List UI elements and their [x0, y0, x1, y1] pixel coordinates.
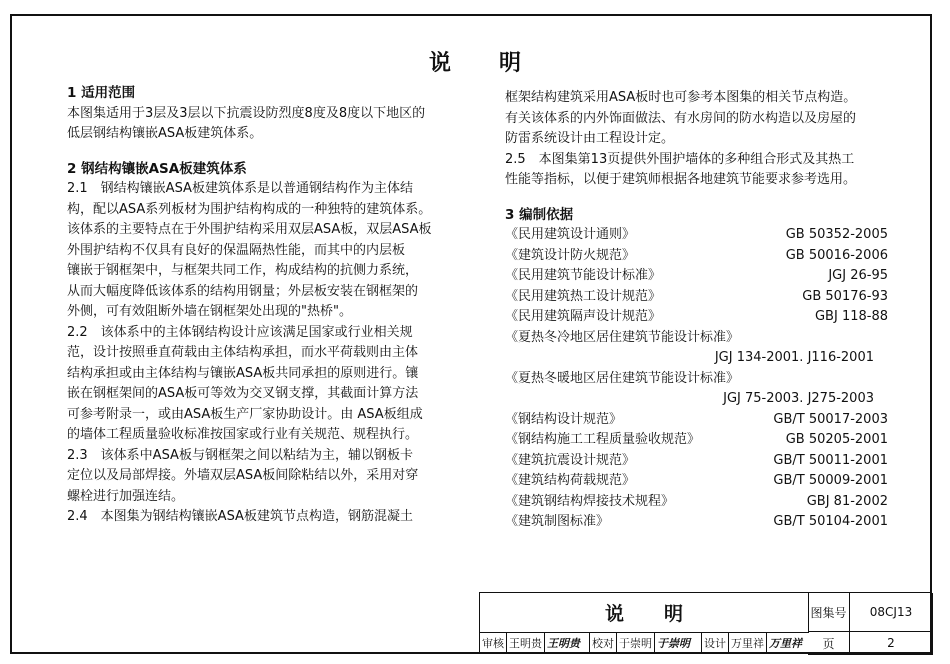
section-1-line: 本图集适用于3层及3层以下抗震设防烈度8度及8度以下地区的 — [67, 105, 426, 121]
section-2-line: 范，设计按照垂直荷载由主体结构承担，而水平荷载则由主体 — [67, 345, 419, 360]
section-2-line: 外侧，可有效阻断外墙在钢框架处出现的"热桥"。 — [67, 304, 352, 319]
standard-name: 《夏热冬冷地区居住建筑节能设计标准》 — [505, 329, 740, 345]
standard-name: 《夏热冬暖地区居住建筑节能设计标准》 — [505, 370, 740, 386]
section-2-line: 构，配以ASA系列板材为围护结构构成的一种独特的建筑体系。 — [67, 201, 432, 217]
section-2-line: 2.4 本图集为钢结构镶嵌ASA板建筑节点构造，钢筋混凝土 — [67, 509, 413, 524]
standard-name: 《民用建筑隔声设计规范》 — [505, 309, 662, 324]
left-column — [67, 83, 453, 528]
review-signature: 王明贵 — [545, 632, 590, 653]
section-2-heading: 2 钢结构镶嵌ASA板建筑体系 — [67, 160, 247, 177]
standard-item — [505, 266, 890, 287]
titleblock-name — [480, 593, 809, 633]
standard-item — [505, 430, 890, 451]
design-name: 万里祥 — [729, 632, 767, 653]
page-label: 页 — [808, 632, 850, 655]
right-column — [505, 88, 890, 533]
check-label: 校对 — [590, 632, 617, 653]
atlas-number: 08CJ13 — [850, 593, 933, 632]
standard-name: 《民用建筑节能设计标准》 — [505, 268, 662, 283]
page-number: 2 — [850, 632, 933, 655]
title-block — [479, 592, 932, 654]
section-2-line: 外围护结构不仅具有良好的保温隔热性能，而其中的内层板 — [67, 242, 406, 258]
standard-code-line: JGJ 75-2003. J275-2003 — [723, 391, 874, 406]
design-signature: 万里祥 — [769, 636, 802, 650]
standard-name: 《建筑设计防火规范》 — [505, 247, 636, 263]
standard-code: GBJ 118-88 — [814, 309, 888, 324]
section-2-line: 2.1 钢结构镶嵌ASA板建筑体系是以普通钢结构作为主体结 — [67, 181, 413, 196]
standard-item — [505, 451, 890, 472]
standard-code: GB 50352-2005 — [785, 227, 888, 242]
page-title — [0, 46, 950, 77]
continued-line: 有关该体系的内外饰面做法、有水房间的防水构造以及房屋的 — [505, 110, 857, 126]
title-char-2: 明 — [499, 51, 522, 76]
section-2-line: 2.3 该体系中ASA板与钢框架之间以粘结为主，辅以钢板卡 — [67, 447, 413, 463]
signature-row — [480, 632, 808, 653]
section-2-line: 螺栓进行加强连结。 — [67, 488, 185, 504]
continued-line: 防雷系统设计由工程设计定。 — [505, 131, 675, 146]
standard-item — [505, 246, 890, 267]
section-2-line: 该体系的主要特点在于外围护结构采用双层ASA板，双层ASA板 — [67, 222, 432, 237]
standard-name: 《钢结构设计规范》 — [505, 411, 623, 427]
standard-code: GB 50016-2006 — [785, 247, 888, 263]
section-2-line: 从而大幅度降低该体系的结构用钢量；外层板安装在钢框架的 — [67, 283, 419, 299]
review-label: 审核 — [480, 632, 507, 653]
section-2-line: 结构承担或由主体结构与镶嵌ASA板共同承担的原则进行。镶 — [67, 365, 419, 381]
standard-name: 《建筑钢结构焊接技术规程》 — [505, 493, 675, 509]
section-2-line: 镶嵌于钢框架中，与框架共同工作，构成结构的抗侧力系统， — [67, 263, 419, 278]
standard-item — [505, 512, 890, 533]
section-2-line: 的墙体工程质量验收标准按国家或行业有关规范、规程执行。 — [67, 427, 419, 442]
standard-code: JGJ 26-95 — [828, 268, 888, 283]
standard-code — [888, 369, 890, 390]
standard-code — [888, 328, 890, 349]
title-char-1: 说 — [428, 51, 451, 76]
section-1-line: 低层钢结构镶嵌ASA板建筑体系。 — [67, 126, 263, 141]
standard-code: GB/T 50009-2001 — [773, 473, 888, 488]
standard-code: GB/T 50011-2001 — [773, 452, 888, 468]
section-2-line: 2.2 该体系中的主体钢结构设计应该满足国家或行业相关规 — [67, 324, 413, 340]
standard-code: GB 50176-93 — [802, 288, 888, 304]
standard-item — [505, 307, 890, 328]
standard-item — [505, 225, 890, 246]
section-2-line: 嵌在钢框架间的ASA板可等效为交叉钢支撑，其截面计算方法 — [67, 386, 419, 401]
standard-item — [505, 287, 890, 308]
check-name: 于崇明 — [617, 632, 655, 653]
check-signature: 于崇明 — [655, 632, 702, 653]
titleblock-name-char-2: 明 — [664, 603, 684, 625]
standard-name: 《民用建筑热工设计规范》 — [505, 288, 662, 304]
section-2-line: 可参考附录一，或由ASA板生产厂家协助设计。由 ASA板组成 — [67, 406, 423, 422]
standard-name: 《建筑抗震设计规范》 — [505, 452, 636, 468]
standard-code-line: JGJ 134-2001. J116-2001 — [714, 350, 874, 365]
standard-name: 《建筑结构荷载规范》 — [505, 473, 636, 488]
section-3-heading: 3 编制依据 — [505, 206, 574, 223]
section-2-line: 定位以及局部焊接。外墙双层ASA板间除粘结以外，采用对穿 — [67, 468, 419, 483]
atlas-label: 图集号 — [808, 593, 850, 632]
standard-code: GB/T 50104-2001 — [773, 514, 888, 529]
standard-code: GBJ 81-2002 — [806, 493, 888, 509]
continued-line: 框架结构建筑采用ASA板时也可参考本图集的相关节点构造。 — [505, 90, 857, 105]
section-1-heading: 1 适用范围 — [67, 85, 136, 101]
standard-item — [505, 369, 890, 390]
standard-code: GB/T 50017-2003 — [773, 411, 888, 427]
design-label: 设计 — [702, 632, 729, 653]
review-name: 王明贵 — [507, 632, 545, 653]
titleblock-name-char-1: 说 — [604, 603, 624, 625]
continued-line: 2.5 本图集第13页提供外围护墙体的多种组合形式及其热工 — [505, 151, 855, 167]
standard-name: 《钢结构施工工程质量验收规范》 — [505, 432, 701, 447]
standard-name: 《建筑制图标准》 — [505, 514, 610, 529]
standard-item — [505, 471, 890, 492]
standard-item — [505, 492, 890, 513]
standard-name: 《民用建筑设计通则》 — [505, 227, 636, 242]
standard-item — [505, 410, 890, 431]
standard-item — [505, 328, 890, 349]
standard-code: GB 50205-2001 — [785, 432, 888, 447]
continued-line: 性能等指标，以便于建筑师根据各地建筑节能要求参考选用。 — [505, 172, 857, 187]
